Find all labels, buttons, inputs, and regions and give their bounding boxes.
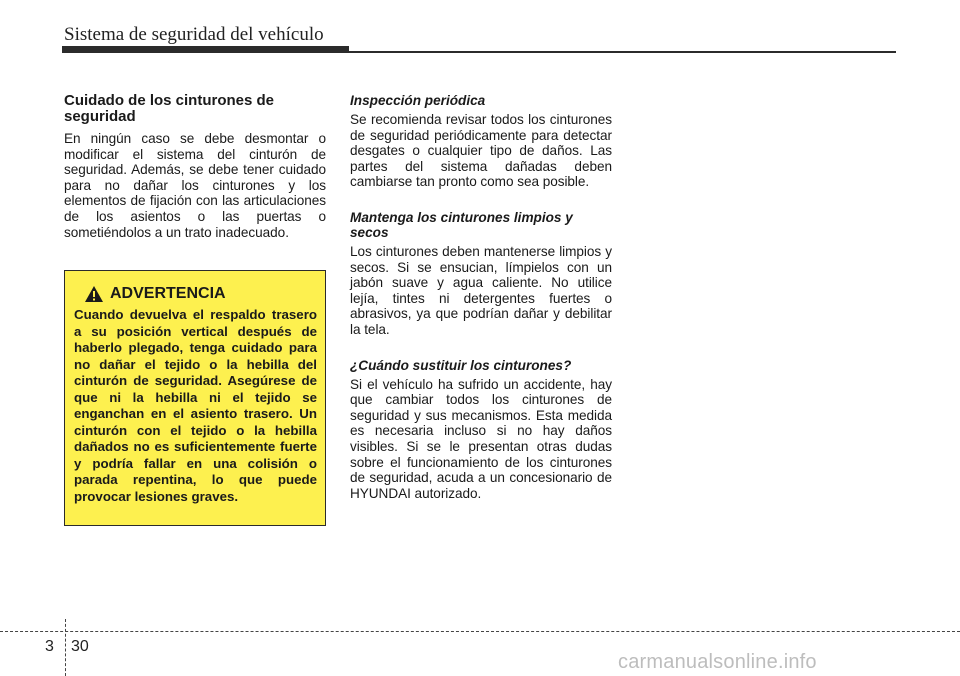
warning-title: ADVERTENCIA [110,285,226,302]
section-body-clean: Los cinturones deben mantenerse limpios y secos. Si se ensucian, límpielos con un jabón suave y agua caliente. No utilice lejía, tintes ni detergentes fuertes o abrasivos, ya que podrían dañar y debilitar la tela. [350,243,612,337]
section-body-care: En ningún caso se debe desmontar o modificar el sistema del cinturón de seguridad. Además, se debe tener cuidado para no dañar los cinturones y los elementos de fijación con las articulaciones de los asientos o las puertas o sometiéndolos a un trato inadecuado. [64,131,326,240]
section-clean [350,210,612,338]
warning-box [64,270,326,526]
footer-page-number: 30 [71,638,89,655]
header-rule [62,51,896,53]
section-inspection [350,93,612,190]
watermark-text: carmanualsonline.info [618,651,817,673]
footer-section-number: 3 [45,638,54,655]
section-replace [350,358,612,502]
section-heading-inspection: Inspección periódica [350,93,486,108]
right-column [350,93,612,501]
section-body-replace: Si el vehículo ha sufrido un accidente, hay que cambiar todos los cinturones de seguridad y sus mecanismos. Esta medida es necesaria incluso si no hay daños visibles. Si se le presentan otras dudas sobre el funcionamiento de los cinturones de seguridad, acuda a un concesionario de HYUNDAI autorizado. [350,376,612,501]
warning-text: Cuando devuelva el respaldo trasero a su posición vertical después de haberlo plegado, tenga cuidado para no dañar el tejido o la hebilla del cinturón de seguridad. Asegúrese de que ni la hebilla ni el tejido se enganchan en el asiento trasero. Un cinturón con el tejido o la hebilla dañados no es suficientemente fuerte y podría fallar en una colisión o parada repentina, lo que puede provocar lesiones graves. [74,307,317,504]
left-column [64,93,326,240]
warning-title-row [74,285,317,303]
section-heading-replace: ¿Cuándo sustituir los cinturones? [350,357,572,373]
section-heading-clean: Mantenga los cinturones limpios y secos [350,209,573,240]
section-body-inspection: Se recomienda revisar todos los cinturones de seguridad periódicamente para detectar desgates o cualquier tipo de daños. Las partes del sistema dañadas deben cambiarse tan pronto como sea posible. [350,112,612,190]
footer-vertical-divider [65,619,66,676]
footer-dashed-rule [0,631,960,632]
page-title: Sistema de seguridad del vehículo [64,24,324,45]
section-heading-care: Cuidado de los cinturones de seguridad [64,92,275,125]
warning-triangle-icon [84,285,104,303]
